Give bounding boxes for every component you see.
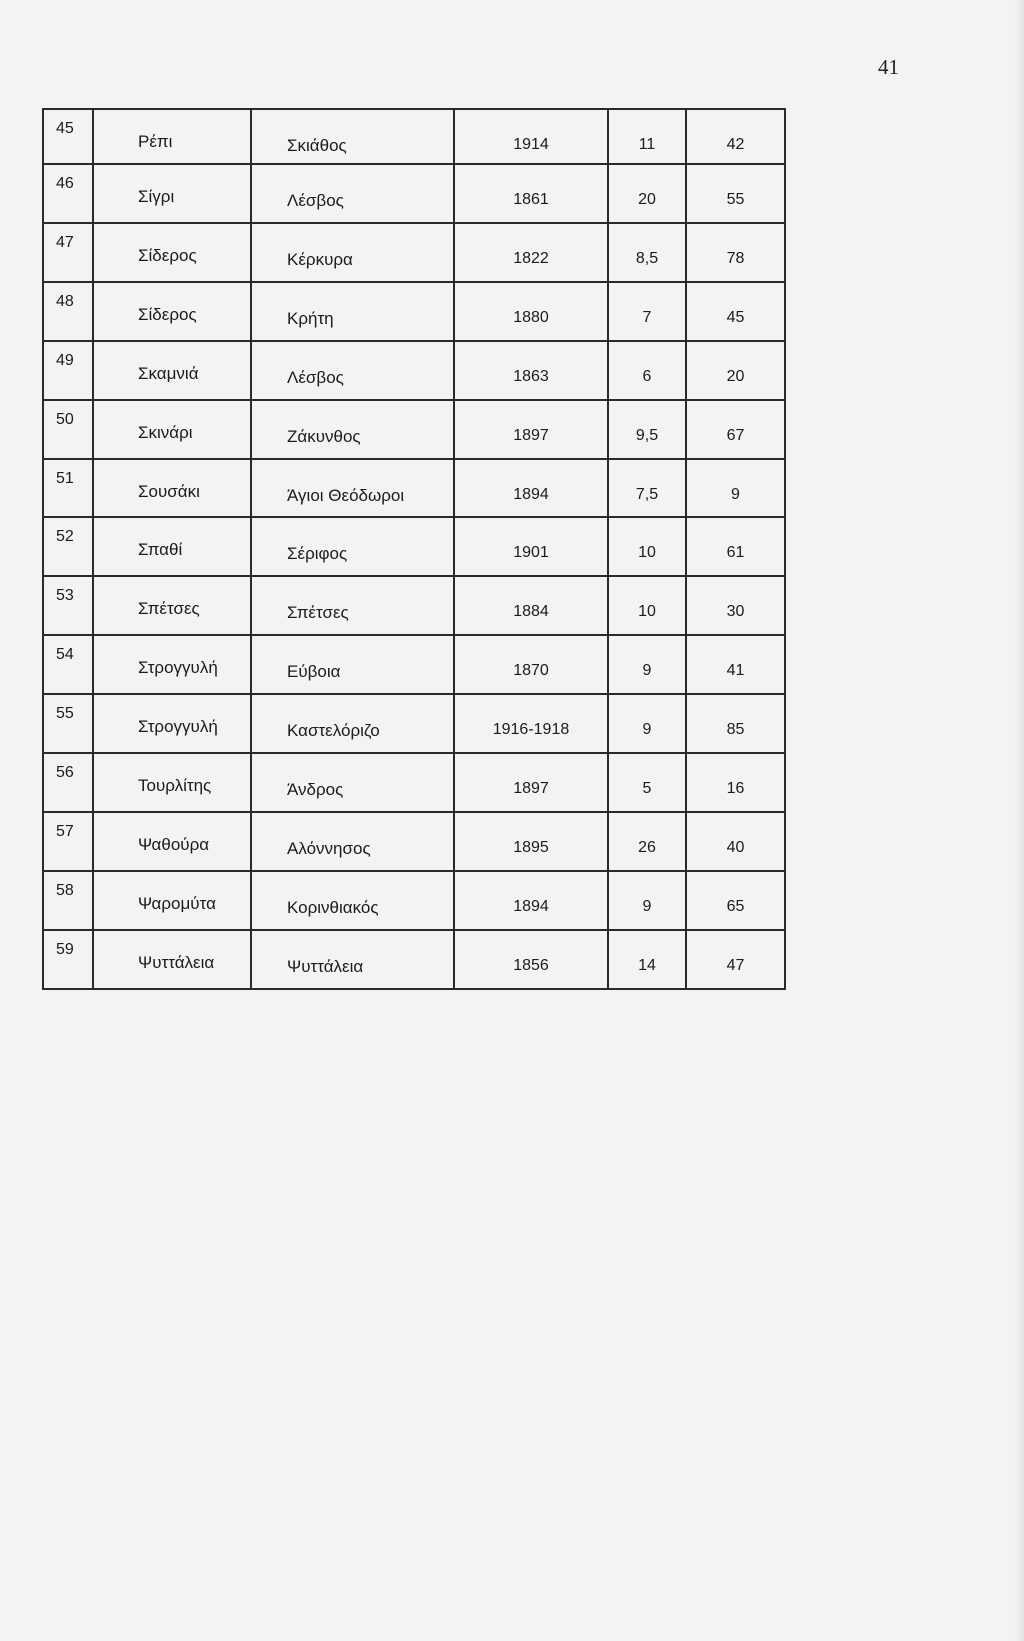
cell-v1 [608, 282, 686, 341]
cell-year [454, 164, 608, 223]
value-1: 7 [642, 308, 652, 326]
row-number: 57 [56, 823, 74, 841]
cell-name [93, 341, 251, 400]
cell-name [93, 694, 251, 753]
value-1: 11 [638, 136, 656, 153]
cell-v2 [686, 341, 785, 400]
value-2: 67 [726, 426, 745, 444]
lighthouse-name: Σουσάκι [138, 481, 200, 501]
cell-v2 [686, 517, 785, 576]
cell-v2 [686, 223, 785, 282]
cell-name [93, 164, 251, 223]
table-row [43, 459, 785, 518]
cell-year [454, 930, 608, 989]
value-2: 41 [726, 662, 745, 680]
lighthouse-name: Ψυττάλεια [138, 953, 215, 973]
year: 1856 [513, 957, 549, 975]
row-number: 49 [56, 351, 74, 369]
cell-id [43, 400, 93, 459]
lighthouse-name: Σίγρι [138, 186, 175, 206]
table-row [43, 930, 785, 989]
location: Σκιάθος [287, 136, 347, 155]
value-2: 78 [726, 249, 745, 267]
value-1: 20 [638, 190, 656, 208]
cell-v1 [608, 812, 686, 871]
cell-year [454, 635, 608, 694]
cell-year [454, 223, 608, 282]
table-row [43, 341, 785, 400]
row-number: 47 [56, 233, 74, 251]
cell-v2 [686, 459, 785, 518]
row-number: 53 [56, 587, 74, 605]
location: Κέρκυρα [287, 249, 353, 269]
cell-place [251, 341, 454, 400]
year: 1894 [513, 898, 549, 916]
lighthouse-name: Στρογγυλή [138, 717, 218, 737]
cell-name [93, 109, 251, 164]
table-row [43, 109, 785, 164]
cell-name [93, 930, 251, 989]
value-2: 9 [731, 485, 740, 503]
cell-v1 [608, 459, 686, 518]
lighthouse-name: Τουρλίτης [138, 776, 212, 796]
location: Αλόννησος [287, 839, 371, 859]
location: Κορινθιακός [287, 898, 379, 918]
value-1: 9,5 [635, 426, 659, 444]
cell-place [251, 812, 454, 871]
cell-year [454, 109, 608, 164]
location: Λέσβος [287, 367, 344, 387]
table-row [43, 164, 785, 223]
location: Ζάκυνθος [287, 426, 361, 446]
cell-place [251, 930, 454, 989]
row-number: 54 [56, 646, 74, 664]
table-row [43, 576, 785, 635]
cell-year [454, 753, 608, 812]
row-number: 52 [56, 528, 74, 546]
cell-v2 [686, 400, 785, 459]
cell-place [251, 282, 454, 341]
cell-place [251, 517, 454, 576]
cell-place [251, 871, 454, 930]
table-row [43, 517, 785, 576]
cell-v2 [686, 635, 785, 694]
location: Σπέτσες [287, 603, 349, 623]
cell-year [454, 400, 608, 459]
location: Άνδρος [287, 780, 344, 800]
value-1: 14 [638, 957, 656, 975]
cell-v2 [686, 930, 785, 989]
year: 1894 [513, 485, 549, 503]
cell-id [43, 694, 93, 753]
value-2: 55 [726, 190, 745, 208]
table-body [43, 109, 785, 989]
page-edge-shadow [1014, 0, 1024, 1641]
year: 1895 [513, 839, 549, 857]
year: 1880 [513, 308, 549, 326]
year: 1897 [513, 426, 549, 444]
row-number: 50 [56, 410, 74, 428]
cell-place [251, 635, 454, 694]
lighthouse-name: Σκαμνιά [138, 363, 199, 383]
data-table [42, 108, 786, 990]
cell-id [43, 930, 93, 989]
row-number: 48 [56, 292, 74, 310]
year: 1901 [513, 544, 549, 562]
value-2: 85 [726, 721, 745, 739]
location: Καστελόριζο [287, 721, 380, 741]
cell-v2 [686, 753, 785, 812]
cell-year [454, 812, 608, 871]
cell-id [43, 753, 93, 812]
value-1: 7,5 [635, 485, 659, 503]
row-number: 55 [56, 705, 74, 723]
value-1: 10 [638, 544, 656, 562]
cell-name [93, 871, 251, 930]
location: Σέριφος [287, 544, 348, 564]
location: Ψυττάλεια [287, 957, 364, 977]
cell-year [454, 341, 608, 400]
cell-v2 [686, 109, 785, 164]
cell-v2 [686, 576, 785, 635]
cell-year [454, 282, 608, 341]
value-2: 40 [726, 839, 745, 857]
cell-id [43, 109, 93, 164]
value-1: 6 [642, 367, 652, 385]
table-row [43, 871, 785, 930]
cell-name [93, 753, 251, 812]
cell-v1 [608, 164, 686, 223]
cell-id [43, 164, 93, 223]
lighthouse-name: Σίδερος [138, 304, 197, 324]
location: Εύβοια [287, 662, 341, 682]
row-number: 46 [56, 174, 74, 192]
value-1: 26 [638, 839, 656, 857]
value-1: 5 [642, 780, 652, 798]
cell-name [93, 282, 251, 341]
cell-v1 [608, 635, 686, 694]
cell-place [251, 576, 454, 635]
lighthouse-name: Ψαθούρα [138, 835, 210, 855]
cell-year [454, 694, 608, 753]
cell-id [43, 576, 93, 635]
cell-v2 [686, 812, 785, 871]
cell-v1 [608, 109, 686, 164]
lighthouse-table [42, 108, 784, 990]
lighthouse-name: Ρέπι [138, 132, 173, 151]
cell-place [251, 400, 454, 459]
cell-v2 [686, 694, 785, 753]
cell-v1 [608, 517, 686, 576]
lighthouse-name: Σπέτσες [138, 599, 200, 619]
year: 1897 [513, 780, 549, 798]
location: Άγιοι Θεόδωροι [287, 485, 405, 505]
cell-place [251, 459, 454, 518]
cell-id [43, 459, 93, 518]
year: 1870 [513, 662, 549, 680]
cell-v1 [608, 341, 686, 400]
cell-v1 [608, 930, 686, 989]
table-row [43, 282, 785, 341]
cell-v2 [686, 282, 785, 341]
cell-year [454, 459, 608, 518]
table-row [43, 635, 785, 694]
cell-v1 [608, 576, 686, 635]
lighthouse-name: Ψαρομύτα [138, 894, 216, 914]
cell-name [93, 400, 251, 459]
value-2: 47 [726, 957, 745, 975]
cell-year [454, 576, 608, 635]
cell-place [251, 694, 454, 753]
table-row [43, 753, 785, 812]
year: 1884 [513, 603, 549, 621]
value-2: 65 [726, 898, 745, 916]
location: Λέσβος [287, 190, 344, 210]
value-2: 45 [726, 308, 745, 326]
cell-id [43, 635, 93, 694]
lighthouse-name: Στρογγυλή [138, 658, 218, 678]
year: 1916-1918 [492, 721, 570, 739]
row-number: 51 [56, 469, 74, 487]
value-1: 10 [638, 603, 656, 621]
row-number: 59 [56, 941, 74, 959]
cell-name [93, 576, 251, 635]
year: 1914 [513, 136, 549, 153]
value-2: 61 [726, 544, 745, 562]
cell-year [454, 871, 608, 930]
cell-place [251, 753, 454, 812]
lighthouse-name: Σπαθί [138, 540, 183, 560]
row-number: 58 [56, 882, 74, 900]
cell-name [93, 517, 251, 576]
value-1: 8,5 [635, 249, 659, 267]
cell-v1 [608, 223, 686, 282]
value-1: 9 [642, 721, 652, 739]
value-1: 9 [642, 662, 652, 680]
table-row [43, 694, 785, 753]
cell-name [93, 459, 251, 518]
table-row [43, 223, 785, 282]
lighthouse-name: Σκινάρι [138, 422, 193, 442]
cell-v1 [608, 400, 686, 459]
cell-id [43, 341, 93, 400]
cell-name [93, 635, 251, 694]
cell-v1 [608, 753, 686, 812]
cell-place [251, 109, 454, 164]
location: Κρήτη [287, 308, 334, 328]
cell-v2 [686, 164, 785, 223]
cell-v1 [608, 694, 686, 753]
row-number: 56 [56, 764, 74, 782]
lighthouse-name: Σίδερος [138, 245, 197, 265]
cell-id [43, 282, 93, 341]
value-2: 42 [726, 136, 745, 153]
year: 1861 [513, 190, 549, 208]
cell-id [43, 223, 93, 282]
row-number: 45 [56, 120, 74, 137]
value-1: 9 [642, 898, 652, 916]
value-2: 20 [726, 367, 745, 385]
value-2: 30 [726, 603, 745, 621]
cell-place [251, 223, 454, 282]
cell-v2 [686, 871, 785, 930]
cell-id [43, 871, 93, 930]
cell-id [43, 517, 93, 576]
cell-id [43, 812, 93, 871]
page-number: 41 [878, 55, 899, 79]
cell-name [93, 223, 251, 282]
cell-v1 [608, 871, 686, 930]
year: 1863 [513, 367, 549, 385]
year: 1822 [513, 249, 549, 267]
table-row [43, 400, 785, 459]
cell-name [93, 812, 251, 871]
value-2: 16 [726, 780, 745, 798]
cell-place [251, 164, 454, 223]
table-row [43, 812, 785, 871]
cell-year [454, 517, 608, 576]
